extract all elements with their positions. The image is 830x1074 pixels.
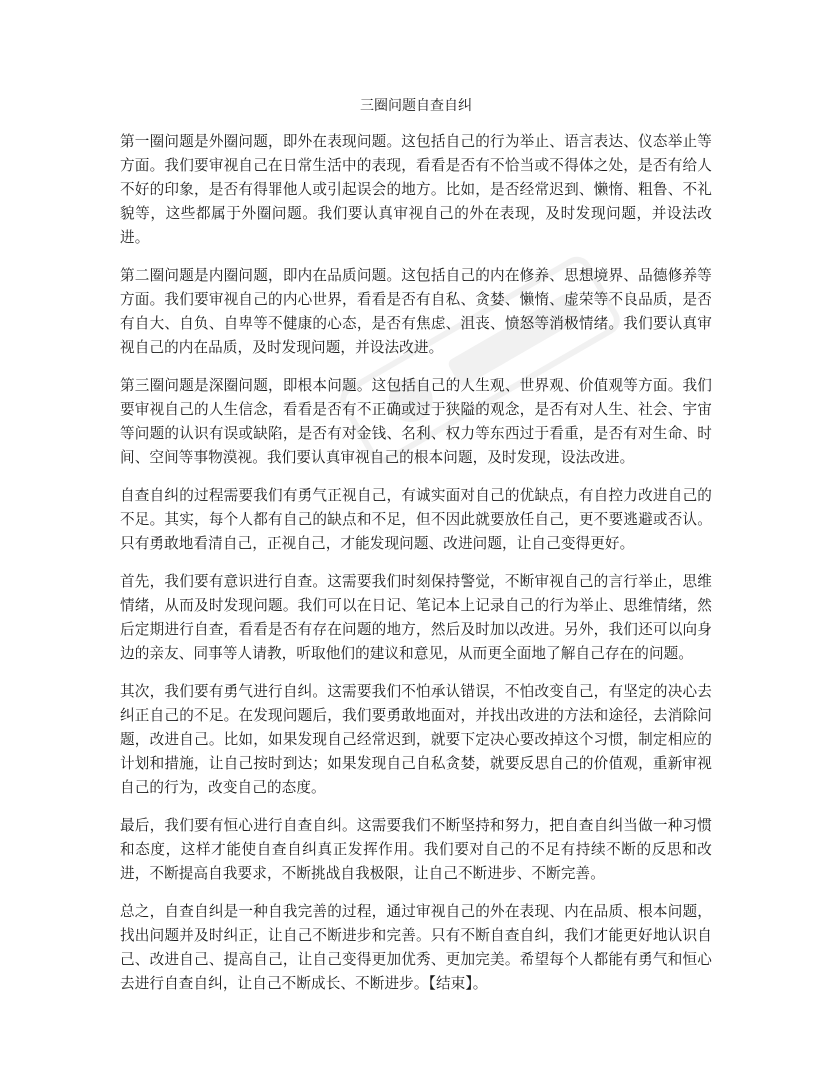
- paragraph-deep-circle: 第三圈问题是深圈问题，即根本问题。这包括自己的人生观、世界观、价值观等方面。我们要审视自己的人生信念，看看是否有不正确或过于狭隘的观念，是否有对人生、社会、宇宙等问题的认识有误或缺陷，是否有对金钱、名利、权力等东西过于看重，是否有对生命、时间、空间等事物漠视。我们要认真审视自己的根本问题，及时发现，设法改进。: [120, 377, 712, 466]
- paragraph-process: 自查自纠的过程需要我们有勇气正视自己，有诚实面对自己的优缺点，有自控力改进自己的不足。其实，每个人都有自己的缺点和不足，但不因此就要放任自己，更不要逃避或否认。只有勇敢地看清自己，正视自己，才能发现问题、改进问题，让自己变得更好。: [120, 487, 712, 552]
- document-title: 三圈问题自查自纠: [360, 98, 472, 114]
- paragraph-inner-circle: 第二圈问题是内圈问题，即内在品质问题。这包括自己的内在修养、思想境界、品德修养等方面。我们要审视自己的内心世界，看看是否有自私、贪婪、懒惰、虚荣等不良品质，是否有自大、自负、自卑等不健康的心态，是否有焦虑、沮丧、愤怒等消极情绪。我们要认真审视自己的内在品质，及时发现问题，并设法改进。: [120, 267, 712, 356]
- paragraph-second: 其次，我们要有勇气进行自纠。这需要我们不怕承认错误，不怕改变自己，有坚定的决心去纠正自己的不足。在发现问题后，我们要勇敢地面对，并找出改进的方法和途径，去消除问题，改进自己。比如，如果发现自己经常迟到，就要下定决心要改掉这个习惯，制定相应的计划和措施，让自己按时到达；如果发现自己自私贪婪，就要反思自己的价值观，重新审视自己的行为，改变自己的态度。: [120, 683, 712, 796]
- paragraph-last: 最后，我们要有恒心进行自查自纠。这需要我们不断坚持和努力，把自查自纠当做一种习惯和态度，这样才能使自查自纠真正发挥作用。我们要对自己的不足有持续不断的反思和改进，不断提高自我要求，不断挑战自我极限，让自己不断进步、不断完善。: [120, 817, 712, 882]
- document-page: [120, 96, 712, 1010]
- paragraph-first: 首先，我们要有意识进行自查。这需要我们时刻保持警觉，不断审视自己的言行举止，思维情绪，从而及时发现问题。我们可以在日记、笔记本上记录自己的行为举止、思维情绪，然后定期进行自查，看看是否有存在问题的地方，然后及时加以改进。另外，我们还可以向身边的亲友、同事等人请教，听取他们的建议和意见，从而更全面地了解自己存在的问题。: [120, 573, 712, 662]
- paragraph-outer-circle: 第一圈问题是外圈问题，即外在表现问题。这包括自己的行为举止、语言表达、仪态举止等方面。我们要审视自己在日常生活中的表现，看看是否有不恰当或不得体之处，是否有给人不好的印象，是否有得罪他人或引起误会的地方。比如，是否经常迟到、懒惰、粗鲁、不礼貌等，这些都属于外圈问题。我们要认真审视自己的外在表现，及时发现问题，并设法改进。: [120, 133, 712, 246]
- paragraph-conclusion: 总之，自查自纠是一种自我完善的过程，通过审视自己的外在表现、内在品质、根本问题，找出问题并及时纠正，让自己不断进步和完善。只有不断自查自纠，我们才能更好地认识自己、改进自己、提高自己，让自己变得更加优秀、更加完美。希望每个人都能有勇气和恒心去进行自查自纠，让自己不断成长、不断进步。【结束】。: [120, 903, 712, 992]
